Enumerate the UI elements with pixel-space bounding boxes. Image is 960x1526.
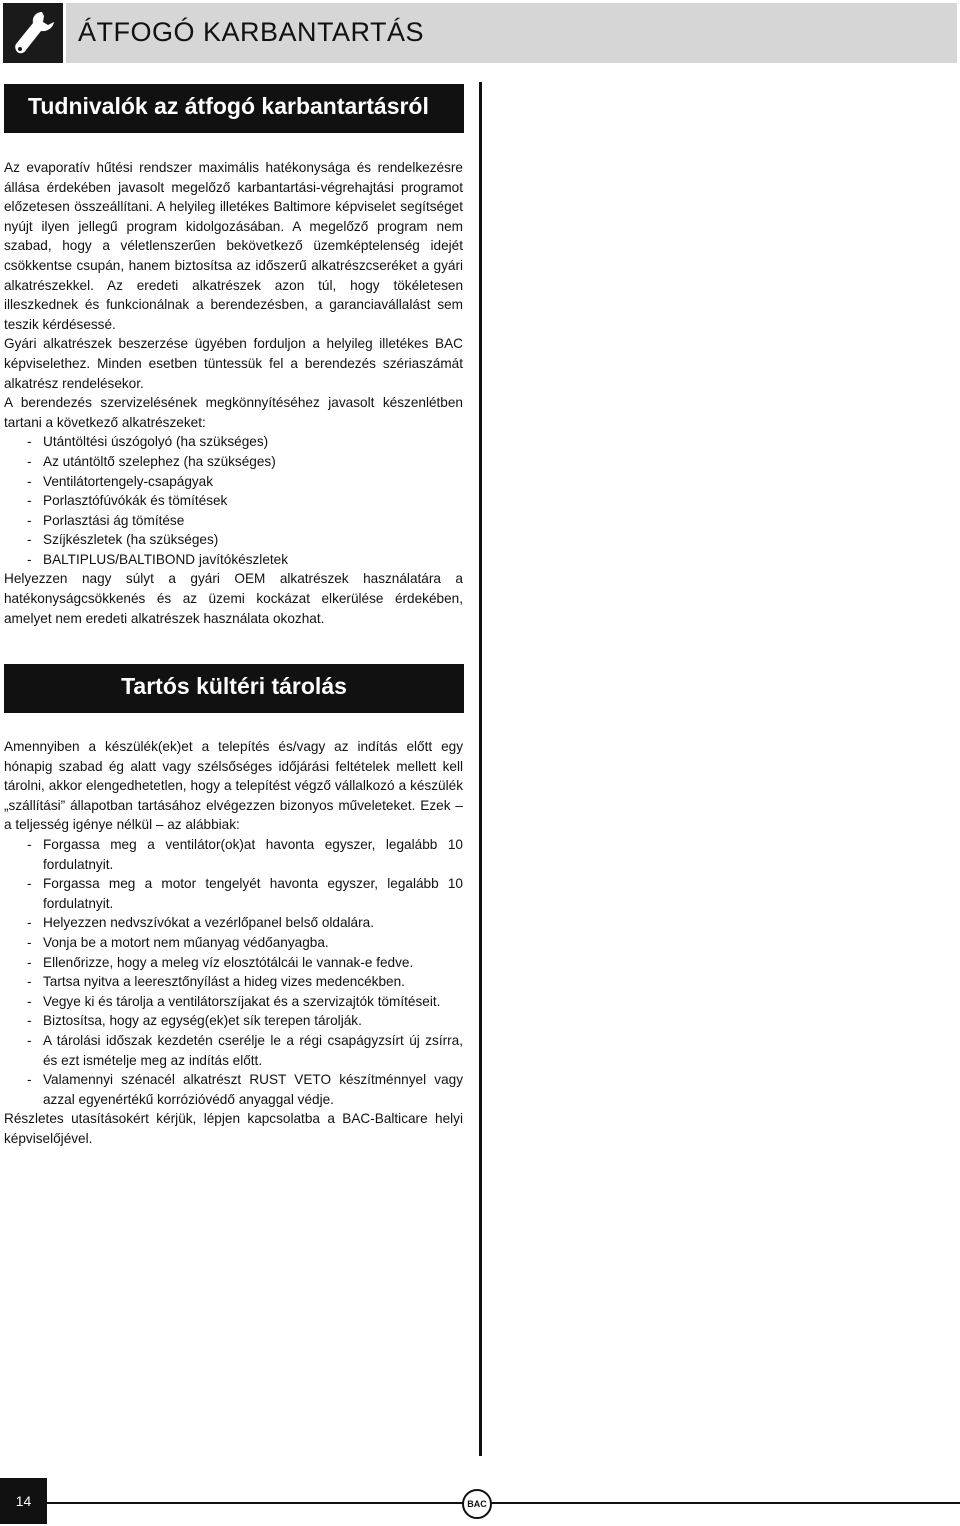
footer-rule	[47, 1502, 960, 1504]
list-item: - Szíjkészletek (ha szükséges)	[4, 530, 463, 550]
list-item: - Forgassa meg a ventilátor(ok)at havonta egyszer, legalább 10 fordulatnyit.	[4, 835, 463, 874]
page-title: ÁTFOGÓ KARBANTARTÁS	[78, 17, 425, 47]
section-title-maintenance: Tudnivalók az átfogó karbantartásról	[4, 84, 464, 133]
storage-steps-list	[4, 835, 463, 1109]
list-item: - Porlasztási ág tömítése	[4, 511, 463, 531]
list-item: - Biztosítsa, hogy az egység(ek)et sík terepen tárolják.	[4, 1011, 463, 1031]
section-body-maintenance	[4, 158, 463, 628]
list-item: - BALTIPLUS/BALTIBOND javítókészletek	[4, 550, 463, 570]
paragraph: Részletes utasításokért kérjük, lépjen kapcsolatba a BAC-Balticare helyi képviselőjével.	[4, 1111, 463, 1146]
header-bar	[66, 3, 957, 63]
list-item: - Valamennyi szénacél alkatrészt RUST VETO készítménnyel vagy azzal egyenértékű korrózióvédő anyaggal védje.	[4, 1070, 463, 1109]
header-icon-box	[3, 3, 63, 63]
wrench-icon	[8, 8, 58, 58]
paragraph: Helyezzen nagy súlyt a gyári OEM alkatrészek használatára a hatékonyságcsökkenés és az üzemi kockázat elkerülése érdekében, amelyet nem eredeti alkatrészek használata okozhat.	[4, 571, 463, 626]
bac-logo: BAC	[462, 1489, 492, 1519]
list-item: - Vonja be a motort nem műanyag védőanyagba.	[4, 933, 463, 953]
list-item: - A tárolási időszak kezdetén cserélje le a régi csapágyzsírt új zsírra, és ezt ismételje meg az indítás előtt.	[4, 1031, 463, 1070]
section-body-storage	[4, 737, 463, 1148]
list-item: - Ventilátortengely-csapágyak	[4, 472, 463, 492]
page-number: 14	[0, 1478, 47, 1524]
section-title-storage: Tartós kültéri tárolás	[4, 664, 464, 713]
list-item: - Vegye ki és tárolja a ventilátorszíjakat és a szervizajtók tömítéseit.	[4, 992, 463, 1012]
list-item: - Az utántöltő szelephez (ha szükséges)	[4, 452, 463, 472]
spare-parts-list	[4, 432, 463, 569]
column-divider	[479, 82, 482, 1456]
list-item: - Porlasztófúvókák és tömítések	[4, 491, 463, 511]
list-item: - Tartsa nyitva a leeresztőnyílást a hideg vizes medencékben.	[4, 972, 463, 992]
paragraph: Gyári alkatrészek beszerzése ügyében forduljon a helyileg illetékes BAC képviselethez. Minden esetben tüntessük fel a berendezés szériaszámát alkatrész rendelésekor.	[4, 336, 463, 391]
paragraph: Amennyiben a készülék(ek)et a telepítés és/vagy az indítás előtt egy hónapig szabad ég alatt vagy szélsőséges időjárási feltételek mellett kell tárolni, akkor elengedhetetlen, hogy a telepítést végző vállalkozó a készülék „szállítási” állapotban tartásához elvégezzen bizonyos műveleteket. Ezek – a teljesség igénye nélkül – az alábbiak:	[4, 739, 463, 833]
list-item: - Utántöltési úszógolyó (ha szükséges)	[4, 432, 463, 452]
list-item: - Ellenőrizze, hogy a meleg víz elosztótálcái le vannak-e fedve.	[4, 953, 463, 973]
paragraph: A berendezés szervizelésének megkönnyítéséhez javasolt készenlétben tartani a következő alkatrészeket:	[4, 395, 463, 430]
list-item: - Helyezzen nedvszívókat a vezérlőpanel belső oldalára.	[4, 913, 463, 933]
paragraph: Az evaporatív hűtési rendszer maximális hatékonysága és rendelkezésre állása érdekében javasolt megelőző karbantartási-végrehajtási programot előzetesen összeállítani. A helyileg illetékes Baltimore képviselet segítséget nyújt ilyen jellegű program kidolgozásában. A megelőző program nem szabad, hogy a véletlenszerűen bekövetkező üzemképtelenség idejét csökkentse csupán, hanem biztosítsa az időszerű alkatrészcseréket a gyári alkatrészekkel. Az eredeti alkatrészek azon túl, hogy tökéletesen illeszkednek és funkcionálnak a berendezésben, a garanciavállalást sem teszik kérdésessé.	[4, 160, 463, 332]
list-item: - Forgassa meg a motor tengelyét havonta egyszer, legalább 10 fordulatnyit.	[4, 874, 463, 913]
